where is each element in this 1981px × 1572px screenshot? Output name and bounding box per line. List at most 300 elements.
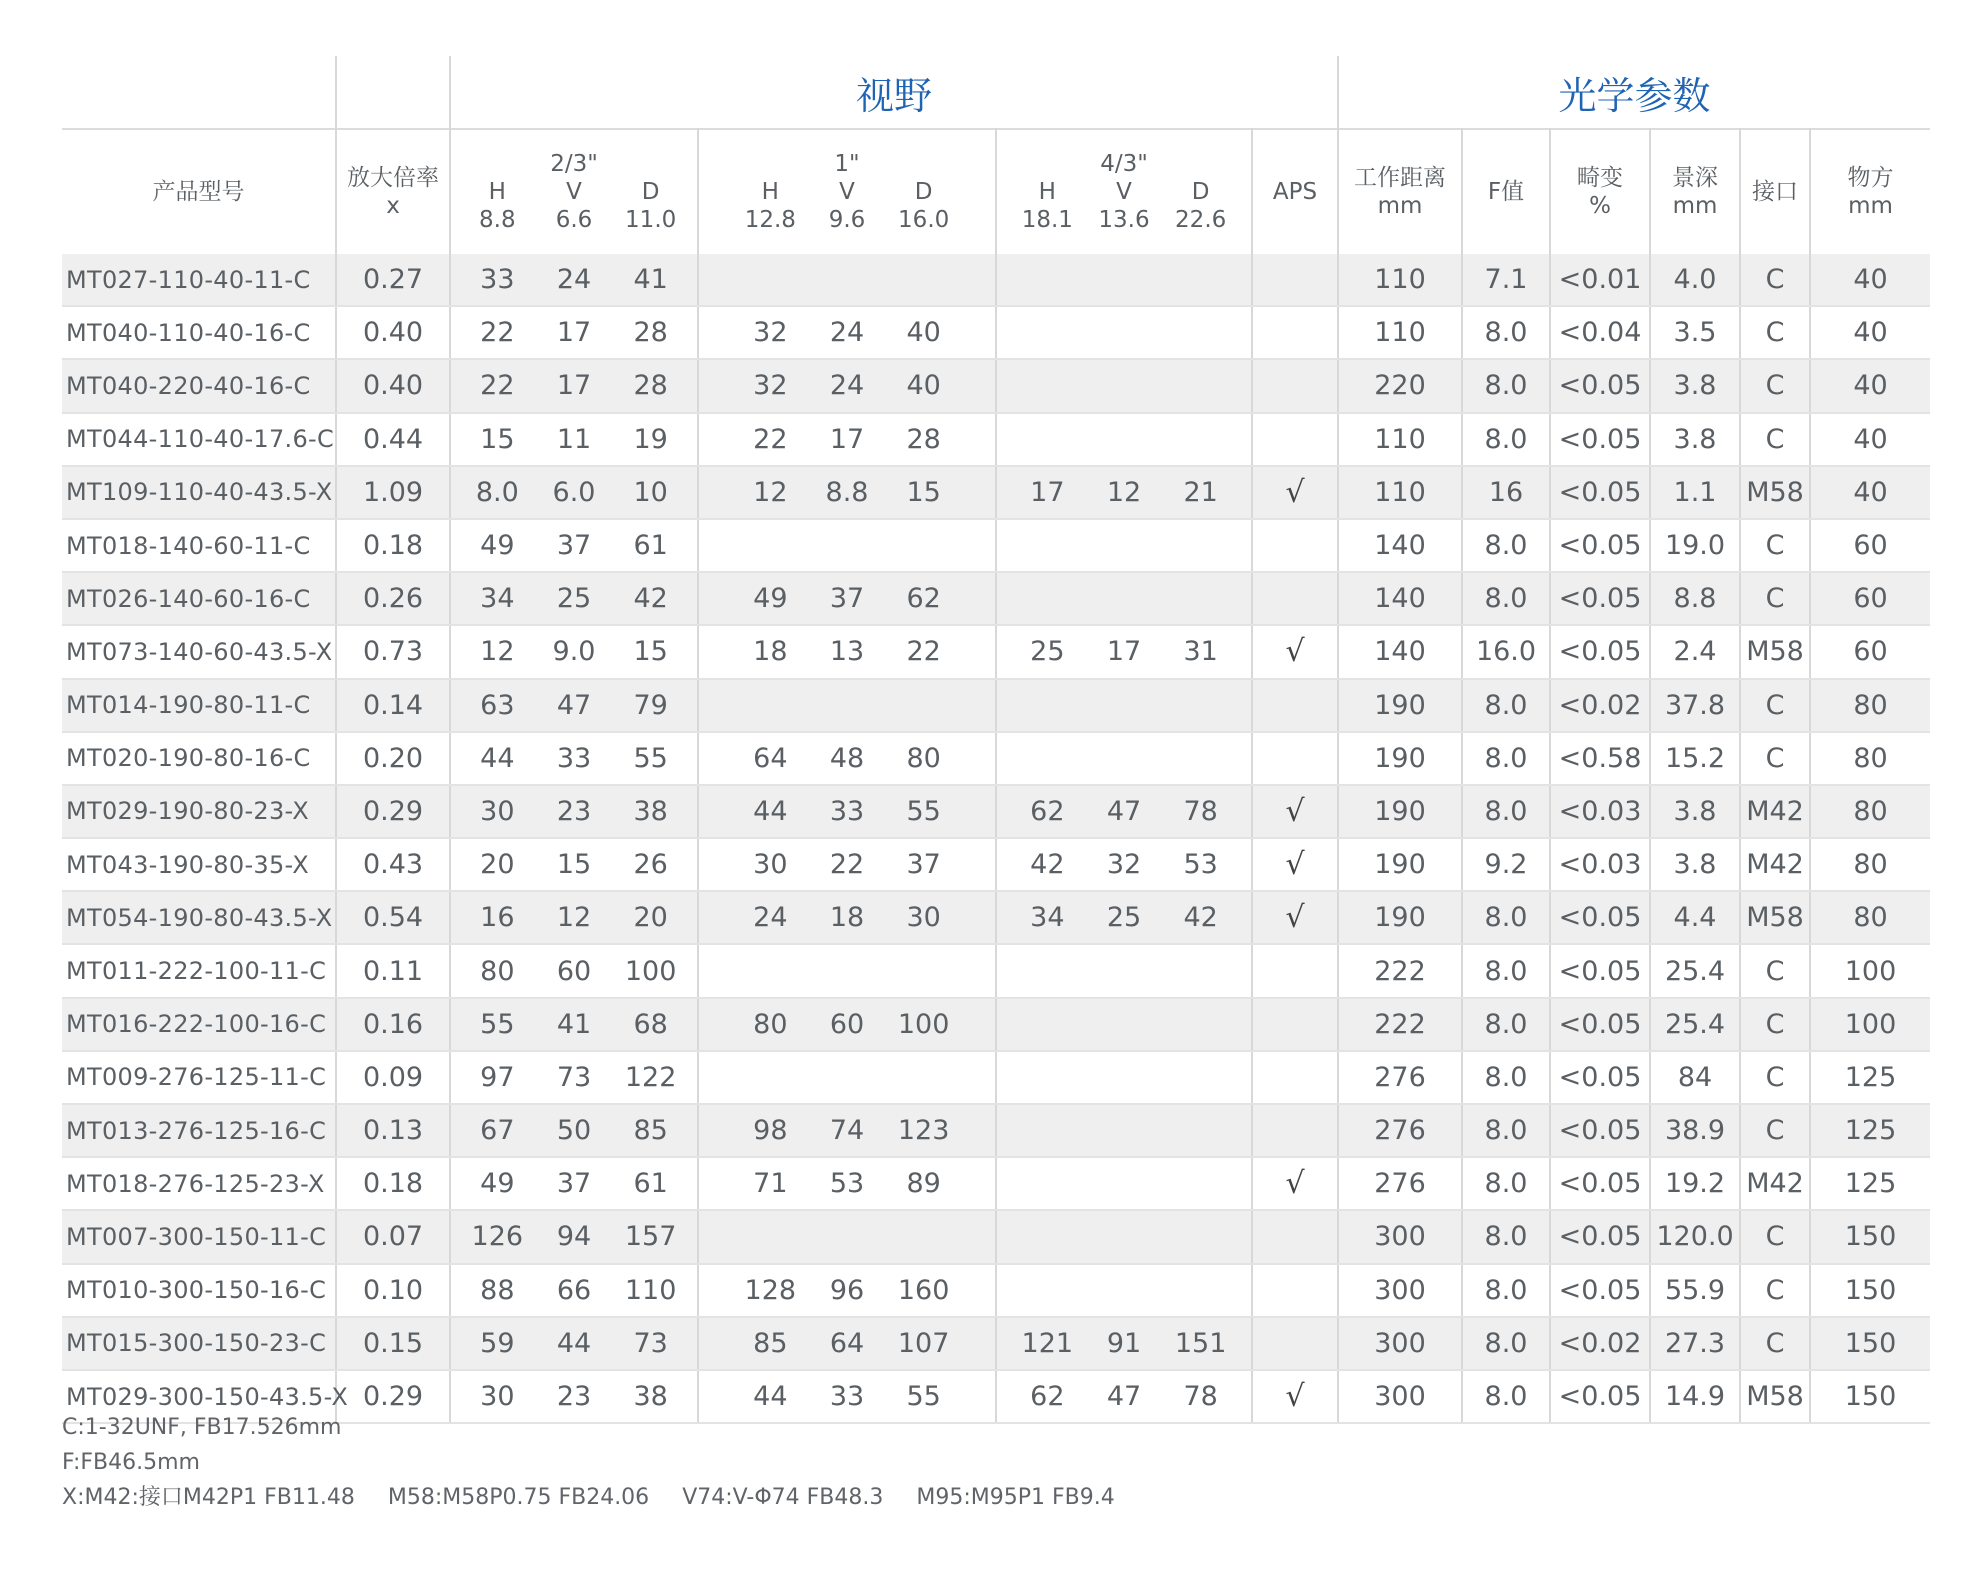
header-working-distance: 工作距离 mm <box>1338 129 1462 254</box>
object-side-cell: 125 <box>1810 1051 1930 1104</box>
depth-of-field-cell: 8.8 <box>1650 572 1740 625</box>
fov-f2-cell <box>698 1210 996 1263</box>
fov-v-value: 13 <box>829 636 865 668</box>
aps-cell <box>1252 1157 1338 1210</box>
fov-d-value: 55 <box>906 1381 941 1413</box>
fov-d-value: 19 <box>633 423 668 455</box>
mount-cell: C <box>1740 1104 1810 1157</box>
depth-of-field-cell: 25.4 <box>1650 998 1740 1051</box>
fov-v-value: 60 <box>829 1008 865 1040</box>
fov-d-value: 78 <box>1183 795 1218 827</box>
fov-f2-cell <box>698 1264 996 1317</box>
fov-h-value: 32 <box>753 370 788 402</box>
fov-f2-cell <box>698 359 996 412</box>
fov-d-value: 38 <box>633 1381 668 1413</box>
table-row <box>62 732 1930 785</box>
fov-d-value: 107 <box>897 1327 950 1359</box>
model-cell: MT010-300-150-16-C <box>62 1264 336 1317</box>
fov-d-value: 15 <box>633 636 668 668</box>
fov-f1-cell <box>450 466 698 519</box>
table-row <box>62 891 1930 944</box>
distortion-cell: <0.05 <box>1550 1157 1650 1210</box>
fov-h-value: 128 <box>744 1274 797 1306</box>
fov-f1-cell <box>450 359 698 412</box>
fov-f1-cell <box>450 732 698 785</box>
magnification-cell: 0.18 <box>336 1157 450 1210</box>
f-number-cell: 7.1 <box>1462 254 1550 306</box>
f-number-cell: 8.0 <box>1462 891 1550 944</box>
working-distance-cell: 300 <box>1338 1264 1462 1317</box>
fov-h-value: 8.0 <box>475 476 519 508</box>
magnification-cell: 0.16 <box>336 998 450 1051</box>
note-f-mount: F:FB46.5mm <box>62 1450 200 1475</box>
object-side-cell: 40 <box>1810 306 1930 359</box>
table-row <box>62 785 1930 838</box>
fov-f3-cell <box>996 1104 1252 1157</box>
header-object-side: 物方 mm <box>1810 129 1930 254</box>
fov-d-value: 26 <box>633 849 668 881</box>
fov-f2-cell <box>698 998 996 1051</box>
mount-cell: C <box>1740 679 1810 732</box>
fov-v-value: 23 <box>556 795 592 827</box>
fov-f2-cell <box>698 466 996 519</box>
fov-f2-cell <box>698 891 996 944</box>
fov-h-value: 34 <box>480 583 515 615</box>
fov-d-value: 157 <box>624 1221 677 1253</box>
magnification-cell: 0.40 <box>336 306 450 359</box>
f-number-cell: 16.0 <box>1462 625 1550 678</box>
group-header-row <box>62 56 1930 129</box>
fov-f3-cell <box>996 1157 1252 1210</box>
aps-cell <box>1252 413 1338 466</box>
fov-h-value: 32 <box>753 317 788 349</box>
model-cell: MT054-190-80-43.5-X <box>62 891 336 944</box>
fov-v-value: 8.8 <box>825 476 869 508</box>
fov-f2-cell <box>698 306 996 359</box>
fov-f3-cell <box>996 625 1252 678</box>
fov-v-value: 12 <box>556 902 592 934</box>
magnification-cell: 0.44 <box>336 413 450 466</box>
fov-h-value: 22 <box>480 317 515 349</box>
fov-v-value: 17 <box>829 423 865 455</box>
mount-cell: C <box>1740 254 1810 306</box>
aps-cell <box>1252 572 1338 625</box>
table-row <box>62 254 1930 306</box>
header-format-4-3: 4/3" H V D 18.1 13.6 22.6 <box>996 129 1252 254</box>
f-number-cell: 8.0 <box>1462 306 1550 359</box>
aps-cell <box>1252 254 1338 306</box>
fov-h-value: 15 <box>480 423 515 455</box>
aps-cell <box>1252 519 1338 572</box>
working-distance-cell: 190 <box>1338 679 1462 732</box>
mount-cell: C <box>1740 944 1810 997</box>
fov-f1-cell <box>450 1104 698 1157</box>
depth-of-field-cell: 3.5 <box>1650 306 1740 359</box>
fov-f1-cell <box>450 413 698 466</box>
fov-v-value: 74 <box>829 1115 865 1147</box>
fov-h-value: 34 <box>1030 902 1065 934</box>
object-side-cell: 40 <box>1810 413 1930 466</box>
working-distance-cell: 140 <box>1338 625 1462 678</box>
fov-d-value: 62 <box>906 583 941 615</box>
depth-of-field-cell: 27.3 <box>1650 1317 1740 1370</box>
object-side-cell: 80 <box>1810 679 1930 732</box>
fov-f3-cell <box>996 838 1252 891</box>
header-distortion: 畸变 % <box>1550 129 1650 254</box>
fov-v-value: 25 <box>556 583 592 615</box>
table-row <box>62 519 1930 572</box>
fov-f3-cell <box>996 944 1252 997</box>
fov-d-value: 55 <box>906 795 941 827</box>
distortion-cell: <0.01 <box>1550 254 1650 306</box>
model-cell: MT018-276-125-23-X <box>62 1157 336 1210</box>
fov-d-value: 40 <box>906 370 941 402</box>
fov-f3-cell <box>996 572 1252 625</box>
fov-d-value: 123 <box>897 1115 950 1147</box>
fov-d-value: 85 <box>633 1115 668 1147</box>
header-magnification: 放大倍率 x <box>336 129 450 254</box>
f-number-cell: 8.0 <box>1462 1210 1550 1263</box>
fov-v-value: 33 <box>556 742 592 774</box>
table-row <box>62 413 1930 466</box>
fov-d-value: 21 <box>1183 476 1218 508</box>
fov-d-value: 78 <box>1183 1381 1218 1413</box>
fov-h-value: 88 <box>480 1274 515 1306</box>
table-row <box>62 944 1930 997</box>
working-distance-cell: 300 <box>1338 1210 1462 1263</box>
fov-d-value: 20 <box>633 902 668 934</box>
model-cell: MT009-276-125-11-C <box>62 1051 336 1104</box>
magnification-cell: 0.26 <box>336 572 450 625</box>
fov-h-value: 64 <box>753 742 788 774</box>
mount-cell: C <box>1740 998 1810 1051</box>
distortion-cell: <0.05 <box>1550 466 1650 519</box>
fov-v-value: 91 <box>1106 1327 1142 1359</box>
fov-v-value: 22 <box>829 849 865 881</box>
fov-d-value: 110 <box>624 1274 677 1306</box>
fov-d-value: 42 <box>1183 902 1218 934</box>
fov-h-value: 63 <box>480 689 515 721</box>
working-distance-cell: 276 <box>1338 1157 1462 1210</box>
aps-cell <box>1252 944 1338 997</box>
fov-h-value: 16 <box>480 902 515 934</box>
fov-f3-cell <box>996 1210 1252 1263</box>
fov-f3-cell <box>996 785 1252 838</box>
mount-cell: C <box>1740 1051 1810 1104</box>
mount-cell: C <box>1740 519 1810 572</box>
aps-cell <box>1252 1370 1338 1423</box>
fov-d-value: 55 <box>633 742 668 774</box>
fov-h-value: 12 <box>480 636 515 668</box>
fov-d-value: 37 <box>906 849 941 881</box>
magnification-cell: 0.10 <box>336 1264 450 1317</box>
working-distance-cell: 140 <box>1338 519 1462 572</box>
fov-d-value: 42 <box>633 583 668 615</box>
fov-h-value: 126 <box>471 1221 524 1253</box>
fov-f2-cell <box>698 1051 996 1104</box>
aps-cell <box>1252 785 1338 838</box>
fov-h-value: 80 <box>480 955 515 987</box>
fov-v-value: 94 <box>556 1221 592 1253</box>
fov-v-value: 64 <box>829 1327 865 1359</box>
mount-cell: M58 <box>1740 625 1810 678</box>
distortion-cell: <0.05 <box>1550 1104 1650 1157</box>
aps-cell <box>1252 466 1338 519</box>
working-distance-cell: 110 <box>1338 306 1462 359</box>
fov-v-value: 50 <box>556 1115 592 1147</box>
distortion-cell: <0.58 <box>1550 732 1650 785</box>
fov-f1-cell <box>450 785 698 838</box>
table-row <box>62 838 1930 891</box>
fov-d-value: 100 <box>624 955 677 987</box>
distortion-cell: <0.03 <box>1550 785 1650 838</box>
mount-cell: C <box>1740 306 1810 359</box>
fov-f3-cell <box>996 998 1252 1051</box>
depth-of-field-cell: 19.0 <box>1650 519 1740 572</box>
distortion-cell: <0.05 <box>1550 1370 1650 1423</box>
model-cell: MT013-276-125-16-C <box>62 1104 336 1157</box>
fov-h-value: 20 <box>480 849 515 881</box>
fov-h-value: 62 <box>1030 795 1065 827</box>
f-number-cell: 8.0 <box>1462 359 1550 412</box>
aps-cell <box>1252 998 1338 1051</box>
model-cell: MT015-300-150-23-C <box>62 1317 336 1370</box>
fov-h-value: 44 <box>480 742 515 774</box>
working-distance-cell: 300 <box>1338 1317 1462 1370</box>
fov-h-value: 12 <box>753 476 788 508</box>
fov-f1-cell <box>450 254 698 306</box>
header-format-1: 1" H V D 12.8 9.6 16.0 <box>698 129 996 254</box>
working-distance-cell: 190 <box>1338 891 1462 944</box>
fov-f1-cell <box>450 944 698 997</box>
f-number-cell: 8.0 <box>1462 1051 1550 1104</box>
aps-check-mark: √ <box>1285 1166 1305 1202</box>
distortion-cell: <0.05 <box>1550 1051 1650 1104</box>
fov-h-value: 17 <box>1030 476 1065 508</box>
aps-cell <box>1252 359 1338 412</box>
table-row <box>62 1317 1930 1370</box>
object-side-cell: 150 <box>1810 1264 1930 1317</box>
working-distance-cell: 276 <box>1338 1051 1462 1104</box>
fov-v-value: 60 <box>556 955 592 987</box>
note-m42: X:M42:接口M42P1 FB11.48 <box>62 1485 355 1510</box>
depth-of-field-cell: 4.4 <box>1650 891 1740 944</box>
working-distance-cell: 190 <box>1338 838 1462 891</box>
magnification-cell: 0.73 <box>336 625 450 678</box>
working-distance-cell: 190 <box>1338 785 1462 838</box>
magnification-cell: 0.54 <box>336 891 450 944</box>
aps-cell <box>1252 732 1338 785</box>
fov-f2-cell <box>698 732 996 785</box>
fov-v-value: 44 <box>556 1327 592 1359</box>
object-side-cell: 80 <box>1810 891 1930 944</box>
fov-d-value: 15 <box>906 476 941 508</box>
aps-check-mark: √ <box>1285 1379 1305 1415</box>
model-cell: MT018-140-60-11-C <box>62 519 336 572</box>
fov-v-value: 47 <box>1106 1381 1142 1413</box>
model-cell: MT029-190-80-23-X <box>62 785 336 838</box>
distortion-cell: <0.05 <box>1550 519 1650 572</box>
fov-h-value: 67 <box>480 1115 515 1147</box>
magnification-cell: 0.29 <box>336 785 450 838</box>
fov-h-value: 49 <box>480 1168 515 1200</box>
depth-of-field-cell: 2.4 <box>1650 625 1740 678</box>
fov-v-value: 17 <box>1106 636 1142 668</box>
mount-cell: M58 <box>1740 1370 1810 1423</box>
mount-cell: C <box>1740 1317 1810 1370</box>
note-x-mounts <box>62 1480 1115 1515</box>
spec-sheet <box>62 56 1930 1424</box>
working-distance-cell: 190 <box>1338 732 1462 785</box>
fov-h-value: 62 <box>1030 1381 1065 1413</box>
magnification-cell: 0.11 <box>336 944 450 997</box>
fov-h-value: 59 <box>480 1327 515 1359</box>
fov-f1-cell <box>450 998 698 1051</box>
magnification-cell: 0.40 <box>336 359 450 412</box>
fov-v-value: 66 <box>556 1274 592 1306</box>
fov-v-value: 96 <box>829 1274 865 1306</box>
magnification-cell: 0.13 <box>336 1104 450 1157</box>
fov-v-value: 47 <box>556 689 592 721</box>
fov-d-value: 28 <box>633 370 668 402</box>
fov-f1-cell <box>450 1210 698 1263</box>
fov-f3-cell <box>996 254 1252 306</box>
fov-v-value: 32 <box>1106 849 1142 881</box>
fov-h-value: 30 <box>753 849 788 881</box>
fov-d-value: 100 <box>897 1008 950 1040</box>
f-number-cell: 8.0 <box>1462 679 1550 732</box>
header-format-2-3: 2/3" H V D 8.8 6.6 11.0 <box>450 129 698 254</box>
f-number-cell: 8.0 <box>1462 998 1550 1051</box>
distortion-cell: <0.02 <box>1550 1317 1650 1370</box>
fov-h-value: 121 <box>1021 1327 1074 1359</box>
fov-d-value: 151 <box>1174 1327 1227 1359</box>
working-distance-cell: 140 <box>1338 572 1462 625</box>
mount-cell: M42 <box>1740 838 1810 891</box>
fov-d-value: 89 <box>906 1168 941 1200</box>
fov-f1-cell <box>450 1264 698 1317</box>
fov-d-value: 41 <box>633 264 668 296</box>
aps-cell <box>1252 306 1338 359</box>
fov-v-value: 37 <box>556 530 592 562</box>
fov-h-value: 97 <box>480 1061 515 1093</box>
magnification-cell: 0.20 <box>336 732 450 785</box>
table-row <box>62 1104 1930 1157</box>
fov-v-value: 11 <box>556 423 592 455</box>
fov-d-value: 10 <box>633 476 668 508</box>
object-side-cell: 80 <box>1810 838 1930 891</box>
fov-d-value: 30 <box>906 902 941 934</box>
model-cell: MT014-190-80-11-C <box>62 679 336 732</box>
depth-of-field-cell: 3.8 <box>1650 785 1740 838</box>
model-cell: MT029-300-150-43.5-X <box>62 1370 336 1423</box>
fov-v-value: 73 <box>556 1061 592 1093</box>
fov-h-value: 22 <box>480 370 515 402</box>
fov-f3-cell <box>996 891 1252 944</box>
fov-f1-cell <box>450 838 698 891</box>
depth-of-field-cell: 4.0 <box>1650 254 1740 306</box>
object-side-cell: 125 <box>1810 1157 1930 1210</box>
magnification-cell: 0.07 <box>336 1210 450 1263</box>
fov-f3-cell <box>996 519 1252 572</box>
fov-h-value: 18 <box>753 636 788 668</box>
distortion-cell: <0.05 <box>1550 1210 1650 1263</box>
group-fov-title: 视野 <box>450 56 1338 129</box>
aps-cell <box>1252 1264 1338 1317</box>
fov-d-value: 38 <box>633 795 668 827</box>
fov-f3-cell <box>996 359 1252 412</box>
fov-v-value: 41 <box>556 1008 592 1040</box>
fov-f2-cell <box>698 625 996 678</box>
magnification-cell: 0.29 <box>336 1370 450 1423</box>
object-side-cell: 60 <box>1810 625 1930 678</box>
fov-f3-cell <box>996 1317 1252 1370</box>
distortion-cell: <0.05 <box>1550 359 1650 412</box>
fov-d-value: 28 <box>633 317 668 349</box>
table-row <box>62 306 1930 359</box>
fov-v-value: 24 <box>829 317 865 349</box>
object-side-cell: 125 <box>1810 1104 1930 1157</box>
distortion-cell: <0.05 <box>1550 413 1650 466</box>
depth-of-field-cell: 19.2 <box>1650 1157 1740 1210</box>
f-number-cell: 9.2 <box>1462 838 1550 891</box>
working-distance-cell: 110 <box>1338 413 1462 466</box>
fov-v-value: 24 <box>556 264 592 296</box>
fov-h-value: 85 <box>753 1327 788 1359</box>
aps-cell <box>1252 1051 1338 1104</box>
table-row <box>62 1210 1930 1263</box>
aps-check-mark: √ <box>1285 793 1305 829</box>
table-row <box>62 359 1930 412</box>
model-cell: MT040-110-40-16-C <box>62 306 336 359</box>
working-distance-cell: 222 <box>1338 944 1462 997</box>
column-header-row <box>62 129 1930 254</box>
model-cell: MT043-190-80-35-X <box>62 838 336 891</box>
object-side-cell: 150 <box>1810 1210 1930 1263</box>
working-distance-cell: 222 <box>1338 998 1462 1051</box>
fov-f1-cell <box>450 572 698 625</box>
fov-f1-cell <box>450 625 698 678</box>
magnification-cell: 0.43 <box>336 838 450 891</box>
fov-v-value: 25 <box>1106 902 1142 934</box>
object-side-cell: 80 <box>1810 732 1930 785</box>
note-m95: M95:M95P1 FB9.4 <box>916 1485 1115 1510</box>
fov-h-value: 49 <box>753 583 788 615</box>
fov-h-value: 30 <box>480 795 515 827</box>
fov-h-value: 25 <box>1030 636 1065 668</box>
working-distance-cell: 110 <box>1338 254 1462 306</box>
model-cell: MT020-190-80-16-C <box>62 732 336 785</box>
object-side-cell: 60 <box>1810 572 1930 625</box>
header-model: 产品型号 <box>152 179 245 205</box>
fov-d-value: 79 <box>633 689 668 721</box>
model-cell: MT027-110-40-11-C <box>62 254 336 306</box>
fov-v-value: 9.0 <box>552 636 596 668</box>
fov-v-value: 24 <box>829 370 865 402</box>
mount-cell: C <box>1740 359 1810 412</box>
depth-of-field-cell: 1.1 <box>1650 466 1740 519</box>
model-cell: MT040-220-40-16-C <box>62 359 336 412</box>
working-distance-cell: 220 <box>1338 359 1462 412</box>
fov-v-value: 33 <box>829 795 865 827</box>
f-number-cell: 8.0 <box>1462 785 1550 838</box>
distortion-cell: <0.05 <box>1550 998 1650 1051</box>
fov-d-value: 31 <box>1183 636 1218 668</box>
fov-v-value: 23 <box>556 1381 592 1413</box>
fov-f3-cell <box>996 679 1252 732</box>
group-optical-title: 光学参数 <box>1338 56 1930 129</box>
fov-f2-cell <box>698 572 996 625</box>
